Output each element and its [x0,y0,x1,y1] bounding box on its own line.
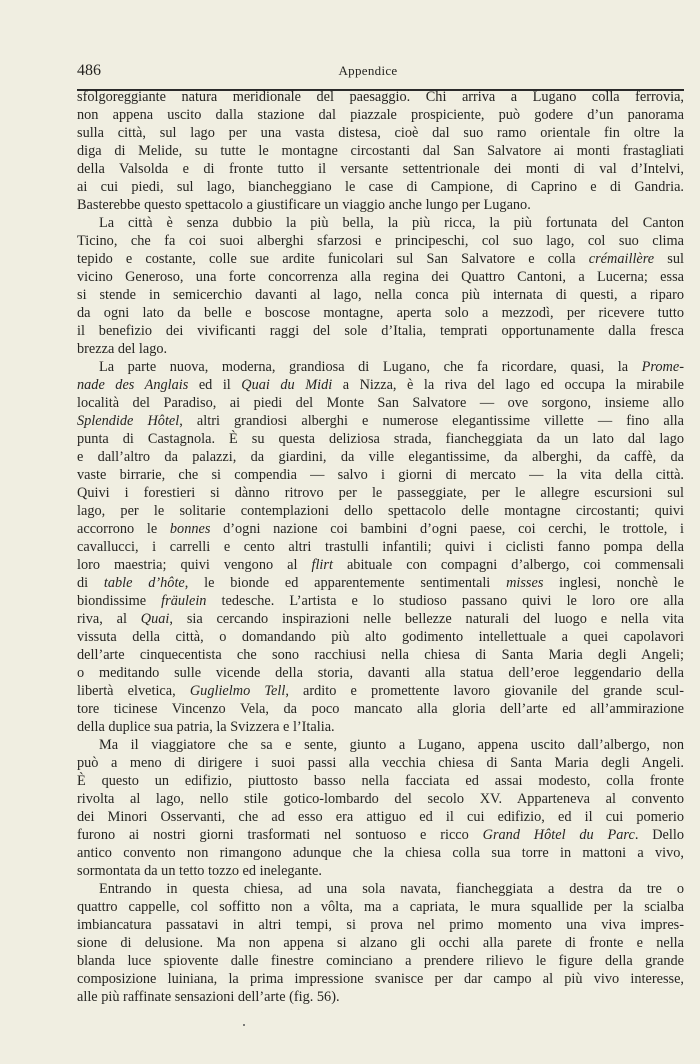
text-run: tore ticinese Vincenzo Vela, da poco mancato alla gloria dell’arte ed all’ammirazione [77,701,684,717]
text-run: La città è senza dubbio la più bella, la più ricca, la più fortunata del Canton [99,215,684,231]
text-run: da ogni lato da belle e boscose montagne, aperta solo a mezzodì, per ricevere tutto [77,305,684,321]
text-run: , altri grandiosi alberghi e numerose elegantissime villette — fino alla [179,413,685,429]
text-run: dei Minori Osservanti, che ad esso era attiguo ed il cui edifizio, ed il cui pomerio [77,809,684,825]
italic-text: Quai du Midi [241,377,333,393]
text-run: di [77,575,104,591]
text-run: sormontata da un tetto tozzo ed inelegante. [77,863,322,879]
text-line [77,88,684,106]
text-line [77,178,684,196]
text-run: ai cui piedi, sul lago, biancheggiano le case di Campione, di Caprino e di Gandria. [77,179,684,195]
text-line [77,232,684,250]
text-run: vissuta della città, o domandando più alto godimento intellettuale a quei capolavori [77,629,684,645]
text-line [77,700,684,718]
text-run: diga di Melide, su tutte le montagne circostanti dal San Salvatore ai monti frastagliati [77,143,684,159]
text-run: della duplice sua patria, la Svizzera e l’Italia. [77,719,335,735]
text-run: lago, per le solitarie contemplazioni dello spettacolo delle montagne circostanti; quivi [77,503,684,519]
text-run: Ticino, che fa coi suoi alberghi sfarzosi e principeschi, col suo lago, col suo clima [77,233,684,249]
text-line [77,592,684,610]
text-run: brezza del lago. [77,341,168,357]
text-run: a Nizza, è la riva del lago ed occupa la mirabile [332,377,684,393]
italic-text: nade des Anglais [77,377,189,393]
text-line [77,520,684,538]
text-line [77,574,684,592]
text-line [77,448,684,466]
text-run: rivolta al lago, nello stile gotico-lombardo del secolo XV. Apparteneva al convento [77,791,684,807]
italic-text: fräulein [161,593,207,609]
text-line [77,196,684,214]
text-run: . Dello [634,827,684,843]
text-run: tedesche. L’artista e lo studioso passano quivi le loro ore alla [206,593,684,609]
text-run: Ma il viaggiatore che sa e sente, giunto a Lugano, appena uscito dall’albergo, non [99,737,684,753]
text-line [77,106,684,124]
text-line [77,682,684,700]
text-run: Quivi i forestieri si dànno ritrovo per le passeggiate, per le allegre escursioni sul [77,485,684,501]
text-line [77,358,684,376]
text-run: quattro cappelle, col soffitto non a vôlta, ma a capriata, le mura squallide per la scialba [77,899,684,915]
text-line [77,124,684,142]
text-line [77,394,684,412]
text-line [77,790,684,808]
italic-text: bonnes [169,521,211,537]
text-run: della Valsolda e di fronte tutto il versante settentrionale dei monti di val d’Intelvi, [77,161,684,177]
text-line [77,160,684,178]
text-line [77,934,684,952]
text-line [77,718,684,736]
text-run: composizione luiniana, la prima impressione svanisce per dar campo al più vivo interesse, [77,971,684,987]
text-run: antico convento non rimangono adunque che la chiesa colla sua torre in mattoni a vivo, [77,845,684,861]
text-line [77,430,684,448]
text-run: libertà elvetica, [77,683,190,699]
text-run: vaste birrarie, che si compendia — salvo i giorni di mercato — la vita della città. [77,467,684,483]
text-line [77,880,684,898]
text-run: La parte nuova, moderna, grandiosa di Lugano, che fa ricordare, quasi, la [99,359,642,375]
text-line [77,610,684,628]
text-line [77,898,684,916]
text-run: Entrando in questa chiesa, ad una sola navata, fiancheggiata a destra da tre o [99,881,684,897]
italic-text: Grand Hôtel du Parc [482,827,635,843]
text-line [77,862,684,880]
text-line [77,502,684,520]
text-run: furono ai nostri giorni trasformati nel sontuoso e ricco [77,827,483,843]
text-line [77,304,684,322]
text-run: non appena uscito dalla stazione dal piazzale prospiciente, può godere d’un panorama [77,107,684,123]
text-run: si stende in semicerchio davanti al lago, nella conca più internata di questi, a riparo [77,287,684,303]
text-line [77,808,684,826]
text-run: sulla città, sul lago per una vasta distesa, cioè dal suo ramo orientale fin oltre la [77,125,684,141]
text-run: sione di delusione. Ma non appena si alzano gli occhi alla parete di fronte e nella [77,935,684,951]
text-line [77,754,684,772]
text-line [77,214,684,232]
running-head: Appendice [338,63,398,78]
text-run: È questo un edifizio, piuttosto basso nella facciata ed assai modesto, colla fronte [77,773,684,789]
italic-text: table d’hôte [103,575,185,591]
italic-text: Splendide Hôtel [77,413,180,429]
text-run: o meditando sulle vicende della storia, davanti alla statua dell’eroe leggendario della [77,665,684,681]
text-line [77,646,684,664]
page-number: 486 [77,62,101,79]
text-run: sul [654,251,684,267]
text-line [77,736,684,754]
text-line [77,952,684,970]
text-line [77,484,684,502]
text-run: alle più raffinate sensazioni dell’arte (fig. 56). [77,989,340,1005]
text-line [77,970,684,988]
text-run: biondissime [77,593,162,609]
text-line [77,268,684,286]
text-run: loro maestria; quivi vengono al [77,557,312,573]
text-line [77,322,684,340]
text-run: punta di Castagnola. È su questa deliziosa strada, fiancheggiata da un lato dal lago [77,431,684,447]
text-run: tepido e costante, colle sue ardite funicolari sul San Salvatore e colla [77,251,589,267]
text-line [77,412,684,430]
text-run: , le bionde ed apparentemente sentimentali [184,575,507,591]
text-run: accorrono le [77,521,170,537]
text-line [77,664,684,682]
text-run: riva, al [77,611,141,627]
italic-text: Quai [140,611,170,627]
text-line [77,826,684,844]
text-line [77,916,684,934]
text-run: , ardito e promettente lavoro giovanile del grande scul- [285,683,684,699]
italic-text: flirt [311,557,333,573]
text-line [77,988,684,1006]
text-run: cavallucci, i carrelli e cento altri trastulli infantili; quivi i ciclisti fanno pompa della [77,539,684,555]
italic-text: misses [506,575,544,591]
text-run: , sia cercando inspirazioni nelle bellezze naturali del luogo e nella vita [169,611,684,627]
print-speck [243,1024,245,1026]
text-line [77,772,684,790]
italic-text: crémaillère [588,251,655,267]
text-line [77,142,684,160]
italic-text: Guglielmo Tell [189,683,286,699]
text-line [77,340,684,358]
text-line [77,376,684,394]
text-line [77,844,684,862]
text-run: ed il [188,377,242,393]
text-line [77,556,684,574]
text-run: può a meno di dirigere i suoi passi alla vecchia chiesa di Santa Maria degli Angeli. [77,755,684,771]
text-line [77,250,684,268]
text-run: inglesi, nonchè le [543,575,685,591]
text-run: località del Paradiso, ai piedi del Monte San Salvatore — ove sorgono, insieme allo [77,395,684,411]
text-line [77,466,684,484]
text-run: sfolgoreggiante natura meridionale del paesaggio. Chi arriva a Lugano colla ferrovia, [77,89,684,105]
text-line [77,286,684,304]
text-run: e dall’altro da palazzi, da giardini, da ville elegantissime, da alberghi, da caffè, da [77,449,684,465]
text-run: dell’arte cinquecentista che sono racchiusi nella chiesa di Santa Maria degli Angeli; [77,647,684,663]
text-line [77,538,684,556]
text-run: Basterebbe questo spettacolo a giustificare un viaggio anche lungo per Lugano. [77,197,531,213]
text-run: blanda luce spiovente dalle finestre cominciano a prendere rilievo le figure della grande [77,953,684,969]
text-run: imbiancatura passatavi in altri tempi, si prova nel primo momento una viva impres- [77,917,684,933]
text-run: vicino Generoso, una forte concorrenza alla regina dei Quattro Cantoni, a Lucerna; essa [77,269,684,285]
text-run: il benefizio dei vivificanti raggi del sole d’Italia, temprati opportunamente dalla fresca [77,323,684,339]
italic-text: Prome- [641,359,684,375]
text-run: d’ogni nazione coi bambini d’ogni paese, coi cerchi, le trottole, i [210,521,685,537]
text-line [77,628,684,646]
text-run: abituale con compagni d’albergo, coi commensali [332,557,684,573]
